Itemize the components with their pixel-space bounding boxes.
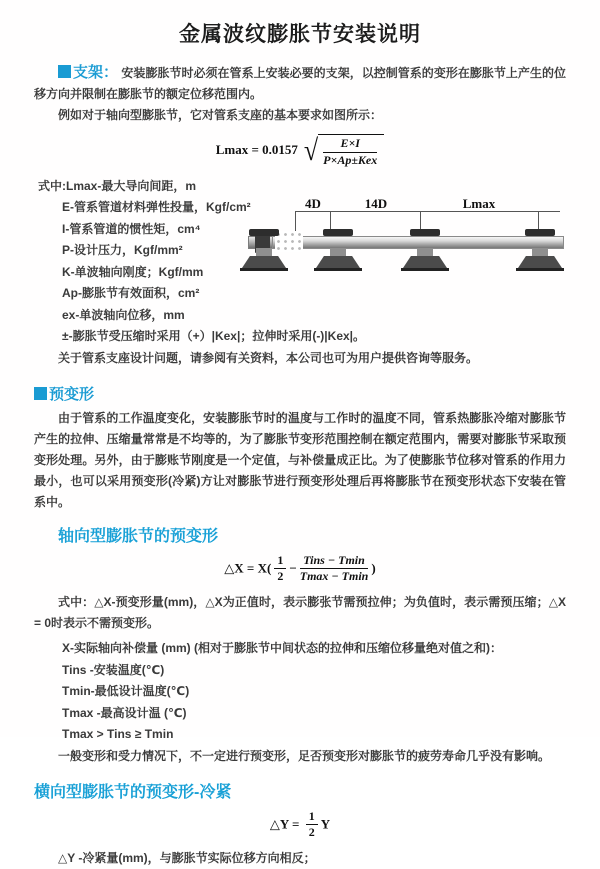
support-intro-paragraph: [34, 62, 566, 105]
support-cap: [323, 229, 353, 236]
half-numerator: 1: [306, 810, 318, 826]
temp-denominator: Tmax − Tmin: [299, 569, 369, 584]
lmax-formula-lhs: Lmax = 0.0157: [215, 141, 298, 157]
support-cap: [249, 229, 279, 236]
lateral-definition-line: △Y -冷紧量(mm)，与膨胀节实际位移方向相反；: [58, 851, 316, 866]
dimension-line: [295, 211, 560, 212]
definition-item: K-单波轴向刚度；Kgf/mm: [62, 264, 204, 279]
delta-y-lhs: △Y =: [269, 815, 300, 831]
support-foot: [518, 256, 562, 268]
pipe-support: [242, 229, 286, 277]
lmax-formula: [34, 134, 566, 168]
definition-item: Tmin-最低设计温度(℃): [62, 684, 190, 699]
support-neck: [417, 248, 433, 257]
support-cap: [410, 229, 440, 236]
support-note-line: 关于管系支座设计问题，请参阅有关资料，本公司也可为用户提供咨询等服务。: [58, 350, 479, 365]
axial-explain-paragraph: 式中：△X-预变形量(mm)，△X为正值时，表示膨张节需预拉伸；为负值时，表示需预压缩；△X = 0时表示不需预变形。: [34, 595, 566, 631]
predeform-section-heading: [34, 383, 566, 404]
definition-item: ±-膨胀节受压缩时采用（+）|Kex|；拉伸时采用(-)|Kex|。: [62, 329, 366, 344]
page-title: 金属波纹膨胀节安装说明: [179, 23, 421, 46]
definition-item: E-管系管道材料弹性投量，Kgf/cm²: [62, 200, 251, 215]
support-neck: [256, 248, 272, 257]
section-marker-icon: [58, 65, 71, 78]
pipe-support: [316, 229, 360, 277]
temp-numerator: Tins − Tmin: [300, 554, 369, 570]
axial-note-line: 一般变形和受力情况下，不一定进行预变形，足否预变形对膨胀节的疲劳寿命几乎没有影响。: [58, 748, 551, 763]
axial-definitions-list: [38, 638, 566, 746]
definition-item: Tmax > Tins ≥ Tmin: [62, 727, 174, 742]
support-foot: [316, 256, 360, 268]
support-foot: [403, 256, 447, 268]
definition-item: Tins -安装温度(℃): [62, 662, 165, 677]
support-example-line: 例如对于轴向型膨胀节，它对管系支座的基本要求如图所示：: [58, 108, 383, 122]
support-base: [516, 268, 564, 271]
support-cap: [525, 229, 555, 236]
dimension-label-lmax: Lmax: [462, 196, 496, 211]
close-paren: ): [371, 559, 376, 575]
definition-item: X-实际轴向补偿量 (mm) (相对于膨胀节中间状态的拉伸和压缩位移量绝对值之和)：: [62, 641, 502, 656]
section-marker-icon: [34, 387, 47, 400]
lmax-formula-numerator: E×I: [323, 137, 377, 153]
definition-item: ex-单波轴向位移，mm: [62, 307, 185, 322]
definition-item: P-设计压力，Kgf/mm²: [62, 243, 183, 258]
lateral-subheading: 横向型膨胀节的预变形-冷紧: [34, 783, 232, 801]
pipe-support: [518, 229, 562, 277]
half-denominator: 2: [308, 825, 315, 840]
dimension-label-4d: 4D: [305, 196, 321, 211]
support-section-heading: [58, 64, 118, 81]
sqrt-radical-symbol: √: [303, 133, 319, 167]
axial-subheading: 轴向型膨胀节的预变形: [58, 527, 219, 545]
lmax-formula-denominator: P×Ap±Kex: [323, 152, 378, 167]
definition-item: Ap-膨胀节有效面积，cm²: [62, 286, 200, 301]
support-base: [240, 268, 288, 271]
support-base: [401, 268, 449, 271]
support-neck: [532, 248, 548, 257]
support-heading-label: 支架：: [73, 64, 119, 81]
pipe-support: [403, 229, 447, 277]
delta-x-lhs: △X = X(: [224, 559, 272, 575]
delta-y-formula: [34, 810, 566, 841]
definition-item: I-管系管道的惯性矩，cm⁴: [62, 221, 201, 236]
delta-x-formula: [34, 554, 566, 585]
definition-item: Tmax -最高设计温 (℃): [62, 705, 187, 720]
predeform-heading-label: 预变形: [49, 385, 95, 403]
predeform-body-paragraph: 由于管系的工作温度变化，安装膨胀节时的温度与工作时的温度不同，管系热膨胀冷缩对膨胀节产生的拉伸、压缩量常常是不均等的，为了膨胀节变形范围控制在额定范围内，需要对膨胀节采取预变形处理。另外，由于膨账节刚度是一个定值，与补偿量成正比。为了使膨胀节位移对管系的作用力最小，也可以采用预变形(冷紧)方让对膨胀节进行预变形处理后再将膨胀节在预变形状态下安装在管系中。: [34, 410, 566, 509]
support-neck: [330, 248, 346, 257]
support-base: [314, 268, 362, 271]
pipe-support-diagram: [248, 196, 593, 288]
minus-sign: −: [289, 559, 297, 575]
definition-item: 式中:Lmax-最大导向间距，m: [38, 178, 197, 193]
support-intro-text: 安装膨胀节时必须在管系上安装必要的支架，以控制管系的变形在膨胀节上产生的位移方向并限制在膨胀节的额定位移范围内。: [34, 66, 566, 101]
delta-y-rhs: Y: [320, 815, 331, 831]
sqrt-body: [318, 134, 384, 168]
dimension-label-14d: 14D: [364, 196, 388, 211]
half-denominator: 2: [277, 569, 284, 584]
half-numerator: 1: [274, 554, 286, 570]
support-foot: [242, 256, 286, 268]
